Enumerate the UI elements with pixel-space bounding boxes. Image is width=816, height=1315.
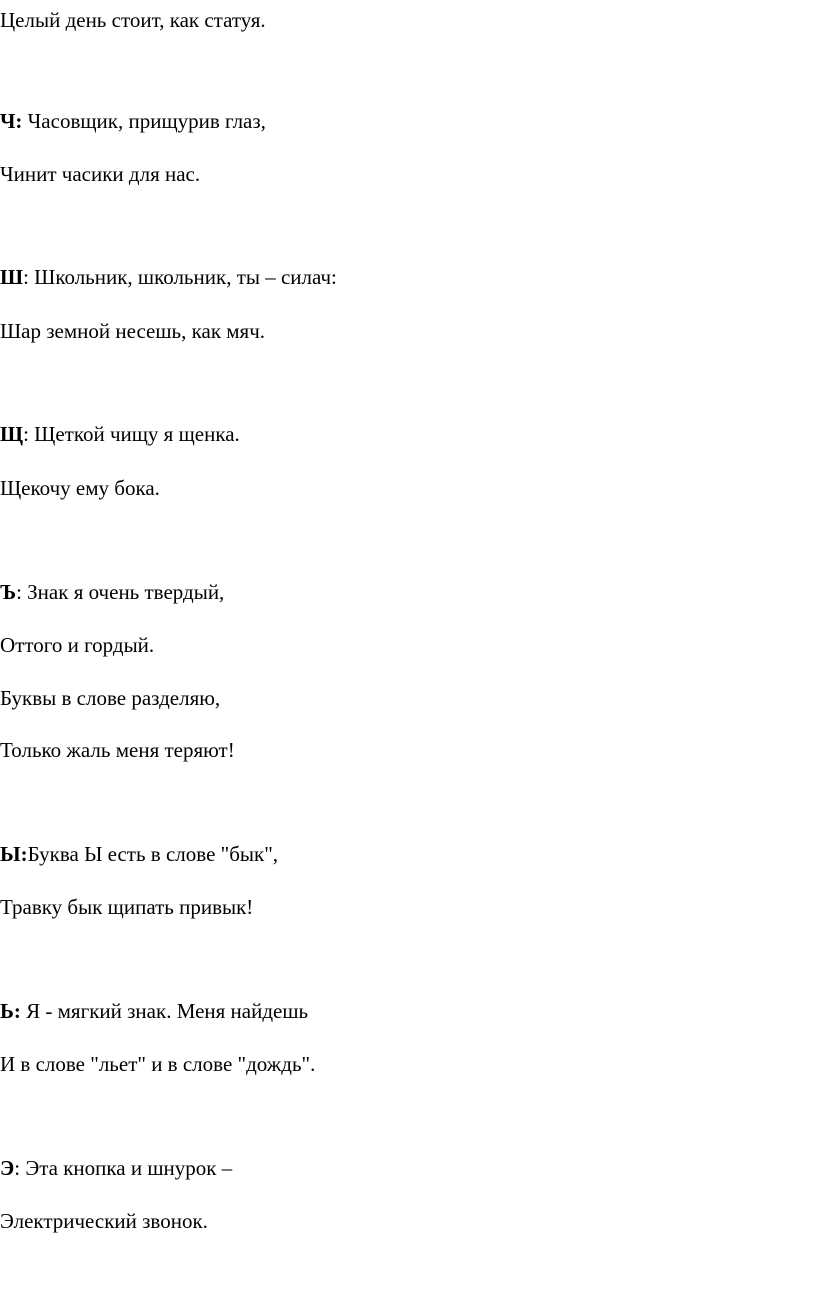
line-text: Шар земной несешь, как мяч. <box>0 319 266 343</box>
poem-line <box>0 108 266 134</box>
line-text: Буква Ы есть в слове "бык", <box>27 842 279 866</box>
poem-line <box>0 685 220 711</box>
line-text: Чинит часики для нас. <box>0 162 201 186</box>
line-text: Я - мягкий знак. Меня найдешь <box>20 999 309 1023</box>
poem-line <box>0 579 224 605</box>
letter-label: Ш <box>0 265 24 289</box>
line-text: Травку бык щипать привык! <box>0 895 254 919</box>
line-text: И в слове "льет" и в слове "дождь". <box>0 1052 316 1076</box>
poem-line <box>0 1155 232 1181</box>
letter-label: Э <box>0 1156 15 1180</box>
poem-line <box>0 841 278 867</box>
letter-label: Ъ <box>0 580 17 604</box>
line-text: Целый день стоит, как статуя. <box>0 8 266 32</box>
line-text: : Школьник, школьник, ты – силач: <box>23 265 337 289</box>
poem-line <box>0 737 235 763</box>
poem-line <box>0 998 308 1024</box>
line-text: Буквы в слове разделяю, <box>0 686 221 710</box>
line-text: : Щеткой чищу я щенка. <box>23 422 240 446</box>
poem-line <box>0 264 337 290</box>
poem-line <box>0 1208 208 1234</box>
poem-line <box>0 894 253 920</box>
line-text: : Знак я очень твердый, <box>16 580 225 604</box>
line-text: Оттого и гордый. <box>0 633 155 657</box>
line-text: Щекочу ему бока. <box>0 476 160 500</box>
line-text: Электрический звонок. <box>0 1209 208 1233</box>
letter-label: Ч: <box>0 109 23 133</box>
poem-line <box>0 632 154 658</box>
line-text: : Эта кнопка и шнурок – <box>14 1156 233 1180</box>
letter-label: Ы: <box>0 842 28 866</box>
poem-line <box>0 7 266 33</box>
line-text: Только жаль меня теряют! <box>0 738 235 762</box>
poem-line <box>0 318 265 344</box>
poem-line <box>0 161 200 187</box>
poem-line <box>0 421 240 447</box>
letter-label: Ь: <box>0 999 21 1023</box>
line-text: Часовщик, прищурив глаз, <box>22 109 266 133</box>
poem-line <box>0 1051 315 1077</box>
poem-line <box>0 475 160 501</box>
letter-label: Щ <box>0 422 24 446</box>
